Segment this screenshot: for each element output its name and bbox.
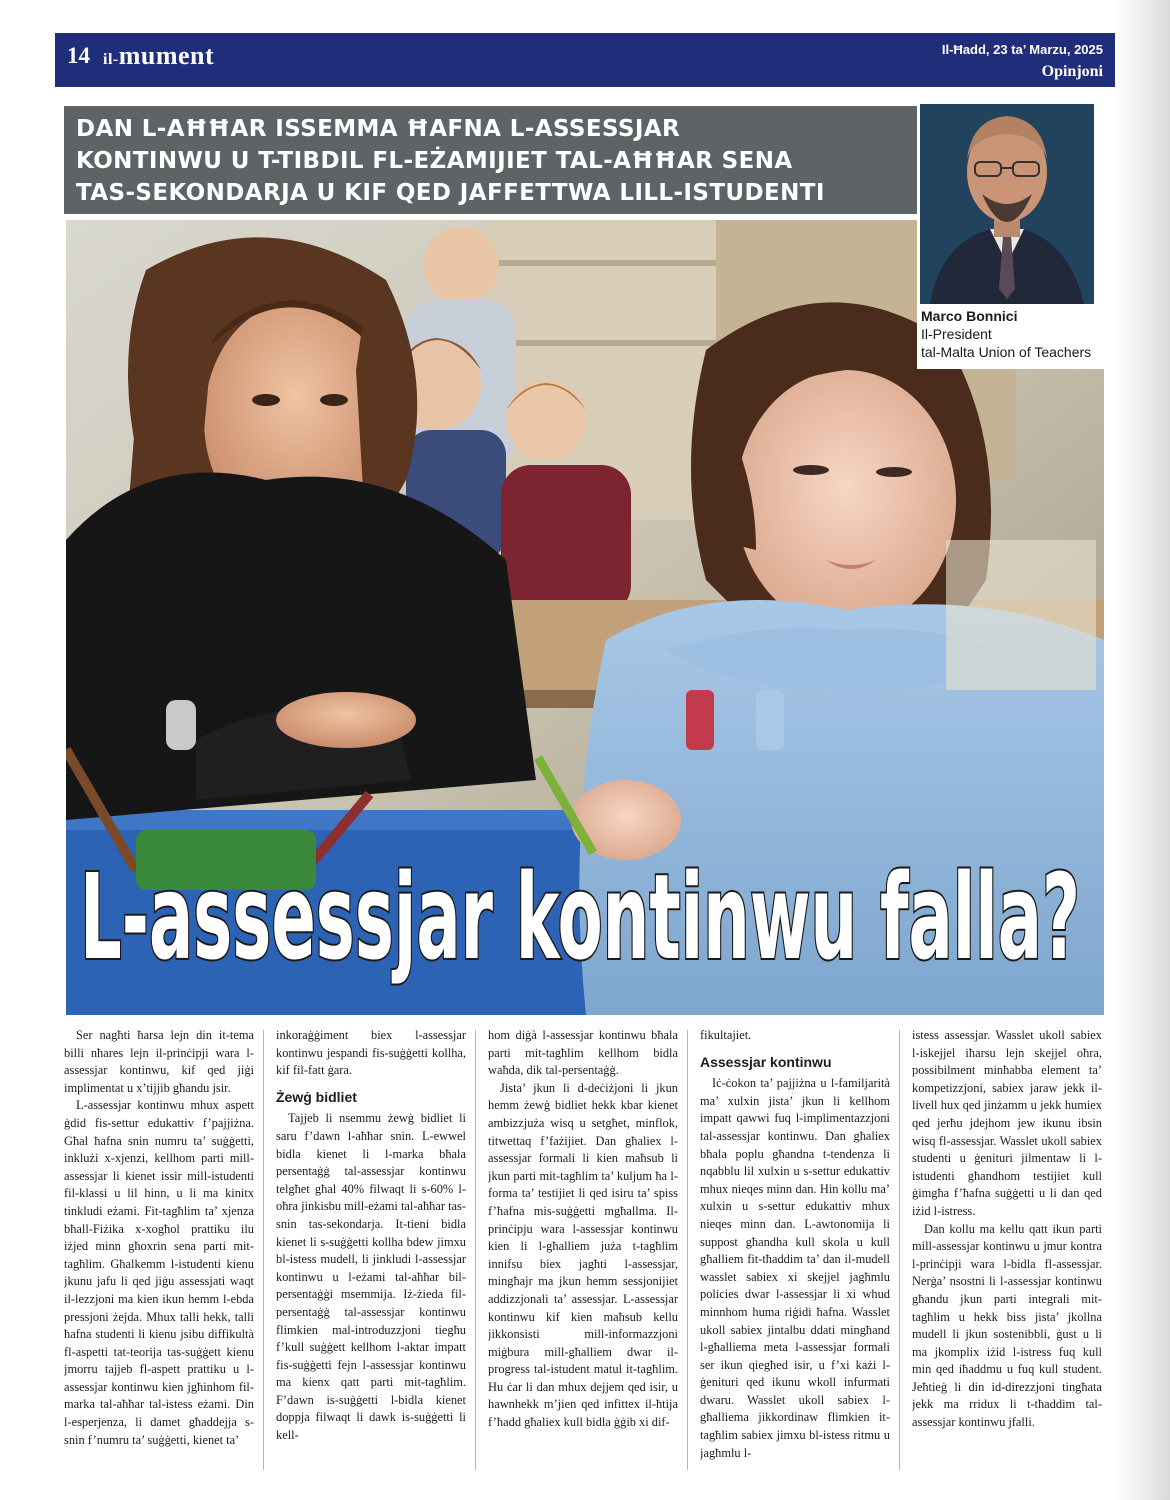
article-paragraph: fikultajiet. xyxy=(700,1028,752,1042)
article-paragraph: Ser nagħti ħarsa lejn din it-tema billi nħares lejn il-prinċipji wara l-assessjar kontinwu, kif qed jiġi implimentat u x’tijjib għandu jsir. xyxy=(64,1028,254,1095)
page-fold-shadow xyxy=(1115,0,1170,1500)
article-column xyxy=(276,1027,466,1477)
brand-prefix: il- xyxy=(103,51,119,68)
article-body xyxy=(64,1027,1106,1477)
brand-name: mument xyxy=(118,41,215,70)
author-name: Marco Bonnici xyxy=(921,308,1018,324)
section-name: Opinjoni xyxy=(1041,63,1103,80)
article-column xyxy=(700,1027,890,1477)
kicker-box xyxy=(64,106,919,214)
author-portrait xyxy=(920,104,1094,304)
issue-date: Il-Ħadd, 23 ta’ Marzu, 2025 xyxy=(941,42,1103,57)
article-paragraph: inkoraġġiment biex l-assessjar kontinwu jespandi fis-suġġetti kollha, kif fil-fatt ġara. xyxy=(276,1028,466,1078)
article-paragraph: L-assessjar kontinwu mhux aspett ġdid fis-settur edukattiv f’pajjiżna. Għal ħafna snin numru ta’ suġġetti, inklużi x-xjenzi, kellhom parti mill-assessjar li kienet issir mill-istudenti fil-klassi u lil hinn, u li ma kinitx tinkludi eżami. Fit-tagħlim ta’ xjenza bħall-Fiżika x-xogħol prattiku ilu iżjed minn għoxrin sena parti mit-tagħlim. Għalkemm l-istudenti kienu jkunu jafu li qed jiġu assessjati waqt il-lezzjoni ma kien ikun hemm l-ebda pressjoni żejda. Mhux talli hekk, talli ħafna studenti li kienu jsibu diffikultà fl-aspetti tat-teorija tas-suġġett kienu jmorru tajjeb fl-aspett prattiku u l-assessjar kontinwu kien jgħinhom fil-marka tal-aħħar tal-istess eżami. Din l-esperjenza, li damet għaddejja s-snin f’numru ta’ suġġetti, kienet ta’ xyxy=(64,1098,254,1447)
article-column xyxy=(64,1027,254,1477)
article-paragraph: Iċ-ċokon ta’ pajjiżna u l-familjarità ma’ xulxin jista’ jkun li kellhom impatt qawwi fuq l-implimentazzjoni tal-assessjar kontinwu. Dan għaliex bħala poplu għandna t-tendenza li nqabblu lil xulxin u s-settur edukattiv mhux nieqes minn dan. Hin kollu ma’ xulxin u s-settur edukattiv mhux nieqes minn dan. L-awtonomija li suppost għandha kull skola u kull għalliem fit-tħaddim ta’ dan il-mudell wasslet sabiex xi skejjel jagħmlu policies dwar l-assessjar li xi whud minnhom huma riġidi ħafna. Wasslet ukoll sabiex jintalbu ddati mingħand l-għalliema meta l-assessjar formali ser ikun qiegħed isir, u f’xi każi l-ġenituri qed ikunu wkoll infurmati dwaru. Wasslet ukoll sabiex l-għalliema jikkordinaw flimkien it-tagħlim sabiex jimxu bl-istess ritmu u jagħmlu l- xyxy=(700,1076,890,1460)
author-organisation: tal-Malta Union of Teachers xyxy=(921,344,1092,360)
article-paragraph: Jista’ jkun li d-deċiżjoni li jkun hemm żewġ bidliet hekk kbar kienet ambizzjuża wisq u setgħet, minflok, titwettaq f’fażijiet. Dan għaliex l-assessjar formali li kien maħsub li jkun parti mit-tagħlim ta’ kuljum ħa l-forma ta’ testijiet li qed isiru ta’ spiss f’ħafna mis-suġġetti mgħallma. Il-prinċipju wara l-assessjar kontinwu kien li l-għalliem juża t-tagħlim innifsu biex jagħti l-assessjar, mingħajr ma jkun hemm sessjonijiet addizzjonali ta’ assessjar. L-assessjar kontinwu kif kien maħsub kellu jikkonsisti mill-informazzjoni miġbura mill-għalliem dwar il-progress tal-istudent matul it-tagħlim. Hu ċar li dan mhux dejjem qed isir, u hawnhekk m’jien qed infittex il-ħtija f’ħadd għaliex kull bidla ġġib xi dif- xyxy=(488,1080,678,1430)
newspaper-logo xyxy=(103,41,214,71)
article-title xyxy=(80,830,1100,990)
subheading: Żewġ bidliet xyxy=(276,1088,357,1105)
kicker-line: TAS-SEKONDARJA U KIF QED JAFFETTWA LILL-ISTUDENTI xyxy=(76,180,825,206)
kicker-line: DAN L-AĦĦAR ISSEMMA ĦAFNA L-ASSESSJAR xyxy=(76,116,681,142)
page-number: 14 xyxy=(67,43,90,68)
kicker-line: KONTINWU U T-TIBDIL FL-EŻAMIJIET TAL-AĦĦAR SENA xyxy=(76,148,793,174)
article-title-text: L-assessjar kontinwu falla? xyxy=(80,848,1080,986)
article-column xyxy=(912,1027,1102,1477)
article-paragraph: Tajjeb li nsemmu żewġ bidliet li saru f’dawn l-aħħar snin. L-ewwel bidla kienet li l-marka bħala persentaġġ tal-assessjar kontinwu telgħet għal 40% filwaqt li s-60% l-oħra jinkisbu mill-eżami tal-aħħar tas-snin tas-sekondarja. It-tieni bidla kienet li s-suġġetti kollha bdew jimxu bl-istess mudell, li jinkludi l-assessjar kontinwu u l-eżami tal-aħħar bil-persentaġġi msemmija. Iż-żieda fil-persentaġġ tal-assessjar kontinwu flimkien mal-introduzzjoni tiegħu f’kull suġġett kellhom l-aktar impatt fis-suġġetti fejn l-assessjar kontinwu ma kienx qatt parti mit-tagħlim. F’dawn is-suġġetti l-bidla kienet doppja filwaqt li dawk is-suġġetti li kell- xyxy=(276,1111,466,1443)
subheading: Assessjar kontinwu xyxy=(700,1053,832,1070)
article-paragraph: hom diġà l-assessjar kontinwu bħala parti mit-tagħlim kellhom bidla waħda, dik tal-persentaġġ. xyxy=(488,1028,678,1078)
author-role: Il-President xyxy=(921,326,992,342)
article-paragraph: istess assessjar. Wasslet ukoll sabiex l-iskejjel iħarsu lejn skejjel oħra, possibilment minħabba element ta’ kompetizzjoni, sabiex jaraw jekk il-livell hux qed jinżamm u jekk humiex qed jerħu jdejhom jew ikunu ibsin wisq fl-assessjar. Wasslet ukoll sabiex studenti u ġenituri jilmentaw li l-istudenti għandhom testijiet kull ġimgħa f’ħafna suġġetti u li dan qed iżid l-istress. xyxy=(912,1028,1102,1218)
article-column xyxy=(488,1027,678,1477)
masthead xyxy=(55,33,1115,87)
article-paragraph: Dan kollu ma kellu qatt ikun parti mill-assessjar kontinwu u jmur kontra l-prinċipji wara l-bidla fl-assessjar. Nerġa’ nsostni li l-assessjar kontinwu għandu jkun parti integrali mit-tagħlim u hekk biss jista’ jkollna mudell li jkun sostenibbli, ġust u li ma jkomplix iżid l-istress fuq kull min qed iħaddmu u fuq kull student. Jeħtieġ li din id-direzzjoni tingħata jekk ma rridux li t-tħaddim tal-assessjar kontinwu jfalli. xyxy=(912,1221,1102,1430)
